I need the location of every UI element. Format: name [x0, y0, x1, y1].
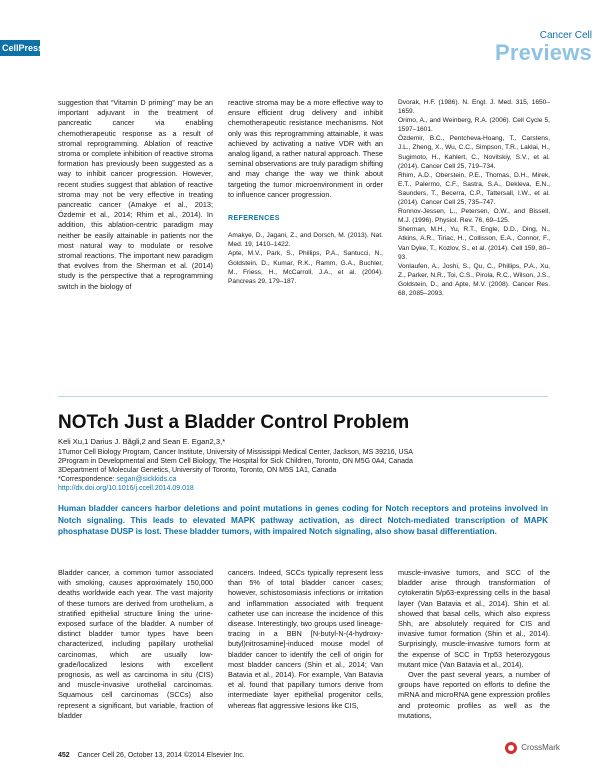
section-divider: [58, 396, 548, 397]
page-number: 452: [58, 752, 70, 759]
reference-item: Ronnov-Jessen, L., Petersen, O.W., and Bissell, M.J. (1996). Physiol. Rev. 76, 69–125.: [398, 208, 550, 225]
reference-item: Vonlaufen, A., Joshi, S., Qu, C., Phillips, P.A., Xu, Z., Parker, N.R., Toi, C.S., Pirola, R.C., Wilson, J.S., Goldstein, D., and Apte, M.V. (2008). Cancer Res. 68, 2085–2093.: [398, 262, 550, 297]
body-col3-paragraph: muscle-invasive tumors, and SCC of the bladder arise through transformation of cytokeratin 5/p63-expressing cells in the basal layer (Van Batavia et al., 2014). Shin et al. showed that basal cells, which also express Shh, are absolutely required for CIS and invasive tumor formation (Shin et al., 2014). Surprisingly, muscle-invasive tumors form at the expense of SCC in Trp53 heterozygous mutant mice (Van Batavia et al., 2014).: [398, 568, 550, 669]
top-column-1: [58, 98, 213, 292]
body-col1-paragraph: Bladder cancer, a common tumor associated with smoking, causes approximately 150,000 deaths worldwide each year. The vast majority of these tumors are derived from urothelium, a stratified epithelial structure lining the urine-exposed surface of the bladder. A number of distinct bladder tumor types have been characterized, including papillary urothelial carcinomas, which are usually low-grade/localized lesions with excellent prognosis, as well as carcinoma in situ (CIS) and muscle-invasive urothelial carcinomas. Squamous cell carcinomas (SCCs) also represent a significant, but variable, fraction of bladder: [58, 568, 213, 720]
page-footer: [58, 752, 245, 759]
affiliation-1: 1Tumor Cell Biology Program, Cancer Institute, University of Mississippi Medical Center, Jackson, MS 39216, USA: [58, 449, 413, 456]
body-col2-paragraph: cancers. Indeed, SCCs typically represent less than 5% of total bladder cancer cases; however, schistosomiasis infections or irritation and inflammation associated with frequent catheter use can increase the incidence of this disease. Interestingly, two groups used lineage-tracing in a BBN [N-butyl-N-(4-hydroxy-butyl)nitrosamine]-induced mouse model of bladder cancer to identify the cell of origin for most bladder cancers (Shin et al., 2014; Van Batavia et al., 2014). For example, Van Batavia et al. found that papillary tumors derive from intermediate layer epithelial progenitor cells, whereas flat aggressive lesions like CIS,: [228, 568, 383, 710]
reference-item: Rhim, A.D., Oberstein, P.E., Thomas, D.H., Mirek, E.T., Palermo, C.F., Sastra, S.A., Dekleva, E.N., Saunders, T., Becerra, C.P., Tattersall, I.W., et al. (2014). Cancer Cell 25, 735–747.: [398, 171, 550, 207]
affiliation-3: 3Department of Molecular Genetics, University of Toronto, Toronto, ON M5S 1A1, Canada: [58, 467, 337, 474]
article-title: NOTch Just a Bladder Control Problem: [58, 412, 410, 433]
body-col3-paragraph: Over the past several years, a number of groups have reported on efforts to define the mRNA and microRNA gene expression profiles and proteomic profiles as well as the mutations,: [398, 670, 550, 720]
journal-name: Cancer Cell: [539, 30, 592, 41]
reference-item: Sherman, M.H., Yu, R.T., Engle, D.D., Ding, N., Atkins, A.R., Tiriac, H., Collisson, E.A., Connor, F., Van Dyke, T., Kozlov, S., et al. (2014). Cell 159, 80–93.: [398, 226, 550, 261]
reference-item: Apte, M.V., Park, S., Phillips, P.A., Santucci, N., Goldstein, D., Kumar, R.K., Ramm, G.A., Buchler, M., Friess, H., McCarroll, J.A., et al. (2004). Pancreas 29, 179–187.: [228, 250, 383, 285]
body-column-2: [228, 568, 383, 711]
reference-item: Özdemir, B.C., Pentcheva-Hoang, T., Carstens, J.L., Zheng, X., Wu, C.C., Simpson, T.R., Laklai, H., Sugimoto, H., Kahlert, C., Novitskiy, S.V., et al. (2014). Cancer Cell 25, 719–734.: [398, 135, 550, 170]
article-authors: Keli Xu,1 Darius J. Băgli,2 and Sean E. Egan2,3,*: [58, 437, 226, 446]
correspondence: [58, 475, 176, 484]
correspondence-email-link[interactable]: segan@sickkids.ca: [116, 476, 177, 483]
cellpress-logo: CellPress: [0, 40, 40, 56]
crossmark-label: CrossMark: [521, 743, 560, 753]
journal-citation: Cancer Cell 26, October 13, 2014 ©2014 Elsevier Inc.: [77, 752, 245, 759]
top-column-2: [228, 98, 383, 286]
article-summary: Human bladder cancers harbor deletions and point mutations in genes coding for Notch receptors and proteins involved in Notch signaling. This leads to elevated MAPK pathway activation, as direct Notch-mediated transcription of MAPK phosphatase DUSP is lost. These bladder tumors, with impaired Notch signaling, also show basal differentiation.: [58, 504, 548, 537]
top-col2-paragraph: reactive stroma may be a more effective way to ensure efficient drug delivery and inhibit chemotherapeutic resistance mechanisms. Not only was this reprogramming attainable, it was achieved by activating a native VDR with an analog ligand, a rather natural approach. These seminal observations are truly paradigm shifting and may change the way we think about targeting the tumor microenvironment in order to influence cancer progression.: [228, 98, 383, 199]
reference-item: Dvorak, H.F. (1986). N. Engl. J. Med. 315, 1650–1659.: [398, 99, 550, 116]
crossmark-icon: [505, 742, 517, 754]
reference-item: Amakye, D., Jagani, Z., and Dorsch, M. (2013). Nat. Med. 19, 1410–1422.: [228, 232, 383, 249]
top-col1-paragraph: suggestion that “Vitamin D priming” may be an important adjuvant in the treatment of pancreatic cancer via enabling chemotherapeutic response as a result of stromal reprogramming. Ablation of reactive stroma or complete inhibition of reactive stroma formation has previously been suggested as a way to inhibit cancer progression. However, recent studies suggest that ablation of reactive stroma may not be very effective in treating pancreatic cancer (Amakye et al., 2013; Özdemir et al., 2014; Rhim et al., 2014). In addition, this ablation-centric paradigm may neither be easily attainable in patients nor the most natural way to modulate or resolve stromal reactions. The important new paradigm that evolves from the Sherman et al. (2014) study is the perspective that a reprogramming switch in the biology of: [58, 98, 213, 291]
section-title: Previews: [494, 40, 592, 65]
body-column-1: [58, 568, 213, 721]
body-column-3: [398, 568, 550, 721]
doi-link[interactable]: http://dx.doi.org/10.1016/j.ccell.2014.09.018: [58, 485, 194, 492]
references-column-3: [398, 98, 550, 298]
affiliation-2: 2Program in Developmental and Stem Cell Biology, The Hospital for Sick Children, Toronto, ON M5G 0A4, Canada: [58, 458, 413, 465]
correspondence-label: *Correspondence:: [58, 476, 115, 483]
crossmark-badge[interactable]: [505, 742, 560, 754]
reference-item: Orimo, A., and Weinberg, R.A. (2006). Cell Cycle 5, 1597–1601.: [398, 117, 550, 134]
references-heading: REFERENCES: [228, 215, 280, 223]
